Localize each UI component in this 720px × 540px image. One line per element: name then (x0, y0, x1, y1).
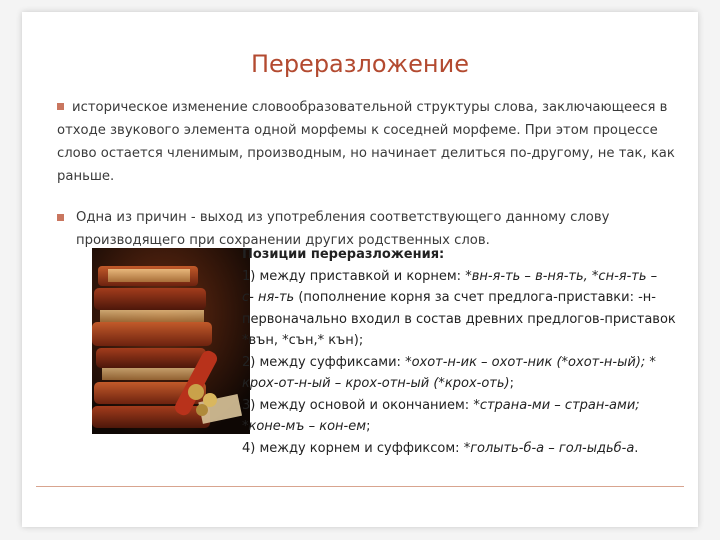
bullet-definition-text: историческое изменение словообразовательной структуры слова, заключающееся в отходе звукового элемента одной морфемы к соседней морфеме. При этом процессе слово остается членимым, производным, но начинает делиться по-другому, не так, как раньше. (57, 100, 675, 184)
position-item-3-continued (242, 416, 682, 438)
position-item-4-label: 4) между корнем и суффиксом: (242, 440, 464, 456)
position-item-4-tail: . (634, 440, 639, 456)
slide-title: Переразложение (251, 50, 469, 78)
positions-list (242, 244, 682, 459)
position-item-2-tail: ; (509, 376, 514, 391)
books-image (92, 248, 250, 434)
position-item-1-note-line3: *вън, *сън,* кън); (242, 333, 364, 348)
position-item-1-label: 1) между приставкой и корнем: (242, 268, 466, 284)
position-item-4-example: *голыть-б-а – гол-ыдьб-а (463, 440, 635, 456)
position-item-2 (242, 352, 682, 374)
position-item-3-example-b: *коне-мъ – кон-ем (242, 419, 367, 434)
position-item-2-example-b: крох-от-н-ый – крох-отн-ый (*крох-оть) (242, 376, 510, 391)
positions-heading: Позиции переразложения: (242, 247, 445, 262)
books-illustration (92, 248, 250, 434)
position-item-3-example: *страна-ми – стран-ами; (473, 397, 640, 413)
footer-divider (36, 486, 684, 487)
position-item-1-note: (пополнение корня за счет предлога-приставки: -н- (294, 290, 656, 305)
bullet-marker-icon (57, 103, 64, 110)
position-item-2-label: 2) между суффиксами: (242, 354, 406, 370)
position-item-1-example-b: с- ня-ть (242, 290, 295, 305)
position-item-4 (242, 438, 682, 460)
position-item-1-example: *вн-я-ть – в-ня-ть, *сн-я-ть – (465, 268, 658, 284)
position-item-3 (242, 395, 682, 417)
position-item-1-note-line2: первоначально входил в состав древних предлогов-приставок (242, 311, 676, 327)
position-item-1 (242, 266, 682, 288)
position-item-3-tail: ; (366, 419, 371, 434)
position-item-1-continued (242, 287, 682, 309)
position-item-3-label: 3) между основой и окончанием: (242, 397, 474, 413)
bullet-marker-icon (57, 214, 64, 221)
bullet-definition (57, 96, 697, 188)
position-item-2-continued (242, 373, 682, 395)
bullet-cause-text: Одна из причин - выход из употребления соответствующего данному слову производящего при сохранении других родственных слов. (76, 210, 610, 248)
position-item-2-example: *охот-н-ик – охот-ник (*охот-н-ый); * (405, 354, 656, 370)
slide (22, 12, 698, 527)
